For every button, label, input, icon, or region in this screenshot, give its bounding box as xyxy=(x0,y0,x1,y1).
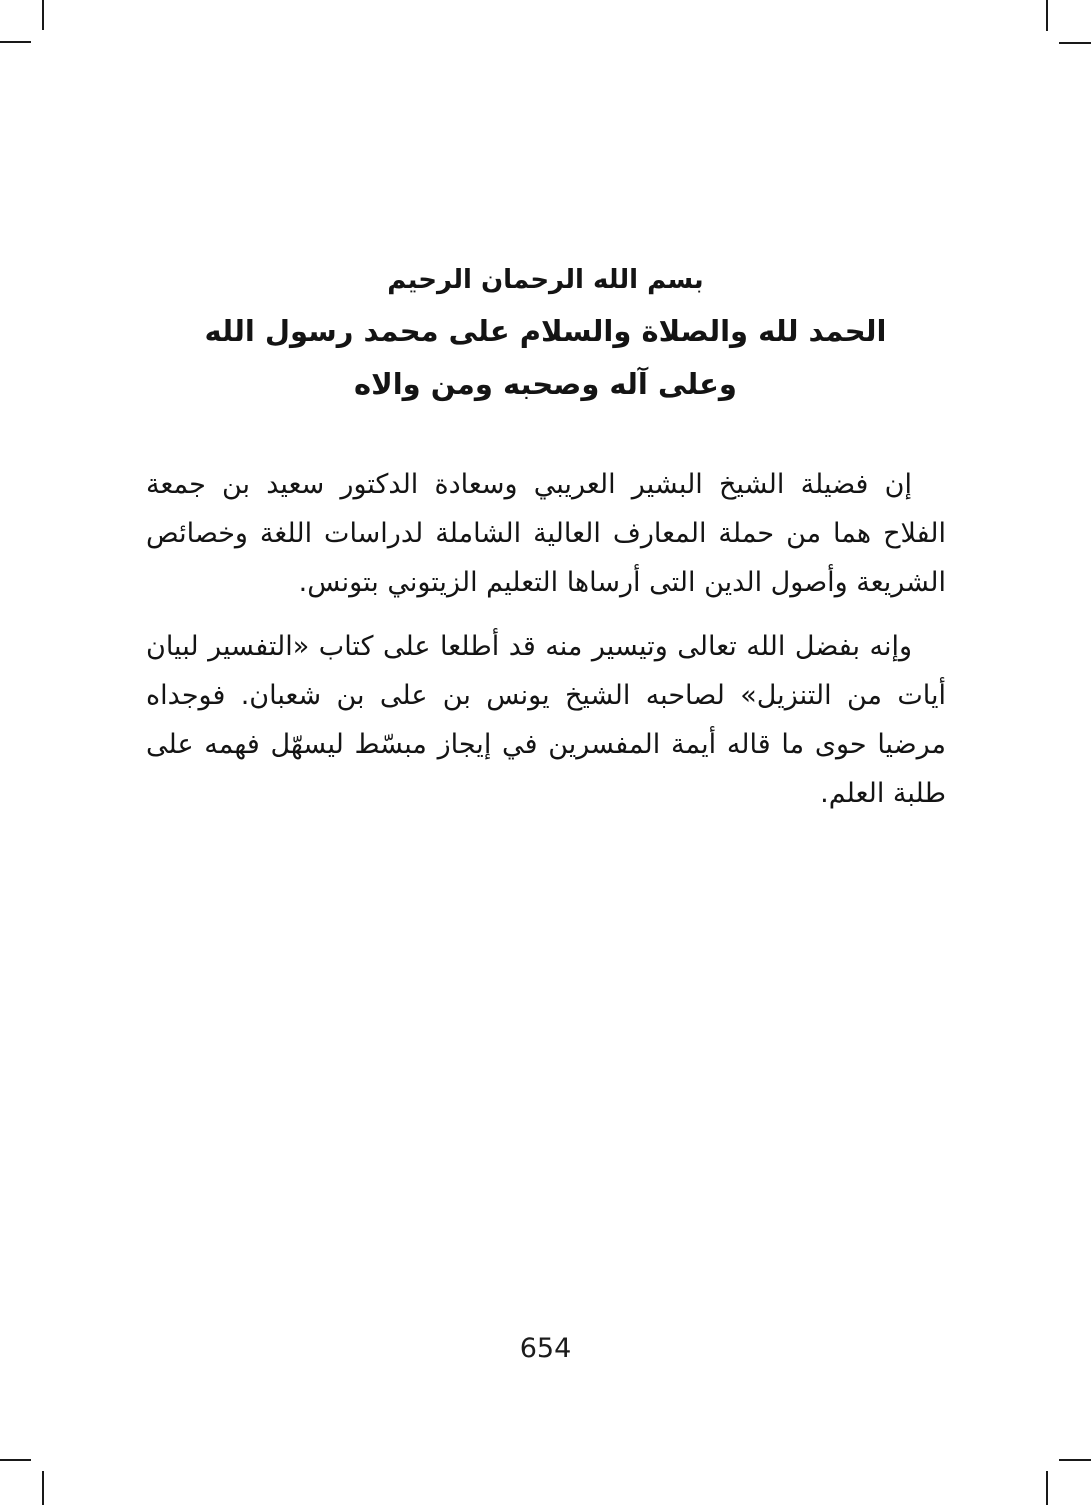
crop-mark-bottom-left-vertical xyxy=(42,1471,44,1505)
crop-mark-top-left-horizontal xyxy=(0,41,31,43)
paragraph-2-line-2: أيات من التنزيل» لصاحبه الشيخ يونس بن على بن شعبان. فوجداه xyxy=(146,680,946,711)
paragraph-2-line-1: وإنه بفضل الله تعالى وتيسير منه قد أطلعا على كتاب «التفسير لبيان xyxy=(146,631,912,662)
paragraph-1 xyxy=(146,460,946,607)
paragraph-1-line-1: إن فضيلة الشيخ البشير العريبي وسعادة الدكتور سعيد بن جمعة xyxy=(146,469,912,500)
body-text xyxy=(146,460,946,818)
crop-mark-bottom-left-horizontal xyxy=(0,1459,31,1461)
crop-mark-bottom-right-horizontal xyxy=(1059,1459,1091,1461)
crop-mark-top-left-vertical xyxy=(42,0,44,30)
salawat-line: وعلى آله وصحبه ومن والاه xyxy=(354,367,737,401)
paragraph-1-line-2: الفلاح هما من حملة المعارف العالية الشاملة لدراسات اللغة وخصائص xyxy=(146,518,946,549)
paragraph-2-line-3: مرضيا حوى ما قاله أيمة المفسرين في إيجاز مبسّط ليسهّل فهمه على xyxy=(146,729,946,760)
paragraph-2 xyxy=(146,622,946,818)
crop-mark-top-right-horizontal xyxy=(1059,42,1091,44)
paragraph-1-line-3: الشريعة وأصول الدين التى أرساها التعليم الزيتوني بتونس. xyxy=(298,567,946,598)
paragraph-2-line-4: طلبة العلم. xyxy=(820,778,946,809)
hamdala-line: الحمد لله والصلاة والسلام على محمد رسول الله xyxy=(204,314,887,348)
header-block xyxy=(0,262,1091,405)
page-number: 654 xyxy=(519,1333,572,1364)
crop-mark-bottom-right-vertical xyxy=(1046,1471,1048,1505)
crop-mark-top-right-vertical xyxy=(1046,0,1048,31)
basmala-line: بسم الله الرحمان الرحيم xyxy=(387,265,704,295)
